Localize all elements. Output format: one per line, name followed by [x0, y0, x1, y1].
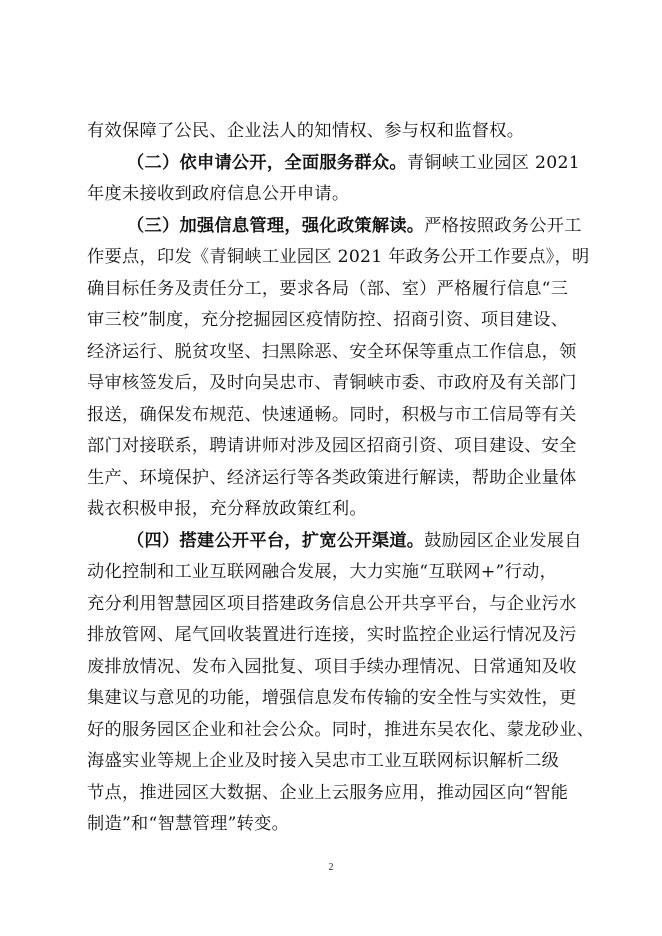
- paragraph-line: 导审核签发后，及时向吴忠市、青铜峡市委、市政府及有关部门: [87, 373, 577, 393]
- document-body: [87, 116, 595, 841]
- page-number: 2: [328, 862, 334, 873]
- paragraph-line: 年度未接收到政府信息公开申请。: [87, 184, 350, 204]
- paragraph-line: 集建议与意见的功能，增强信息发布传输的安全性与实效性，更: [87, 688, 577, 708]
- paragraph-line: 报送，确保发布规范、快速通畅。同时，积极与市工信局等有关: [87, 404, 577, 425]
- section-2-first-line-text: 青铜峡工业园区 2021: [406, 152, 580, 173]
- paragraph-line: 海盛实业等规上企业及时接入吴忠市工业互联网标识解析二级: [87, 751, 560, 771]
- section-3-paragraph: [87, 211, 590, 526]
- paragraph-intro: [87, 116, 585, 148]
- paragraph-line: 审三校”制度，充分挖掘园区疫情防控、招商引资、项目建设、: [87, 310, 569, 330]
- paragraph-line: 好的服务园区企业和社会公众。同时，推进东吴农化、蒙龙砂业、: [87, 719, 595, 740]
- paragraph-line: 节点，推进园区大数据、企业上云服务应用，推动园区向“智能: [87, 782, 569, 803]
- paragraph-line: 充分利用智慧园区项目搭建政务信息公开共享平台，与企业污水: [87, 593, 577, 614]
- section-4-paragraph: [87, 526, 595, 841]
- section-3-first-line-text: 严格按照政务公开工: [424, 215, 582, 236]
- paragraph-line: 确目标任务及责任分工，要求各局（部、室）严格履行信息“三: [87, 278, 569, 299]
- paragraph-first-line: [87, 148, 585, 180]
- paragraph-line: 经济运行、脱贫攻坚、扫黑除恶、安全环保等重点工作信息，领: [87, 341, 577, 362]
- paragraph-line: 废排放情况、发布入园批复、项目手续办理情况、日常通知及收: [87, 656, 577, 677]
- section-3-heading: （三）加强信息管理，强化政策解读。: [127, 215, 425, 236]
- paragraph-line: 裁衣积极申报，充分释放政策红利。: [87, 499, 367, 519]
- paragraph-line: 排放管网、尾气回收装置进行连接，实时监控企业运行情况及污: [87, 625, 577, 645]
- paragraph-first-line: [87, 526, 585, 558]
- paragraph-line: 动化控制和工业互联网融合发展，大力实施“互联网+”行动，: [87, 562, 558, 582]
- section-4-first-line-text: 鼓励园区企业发展自: [424, 530, 582, 551]
- paragraph-line: 作要点，印发《青铜峡工业园区 2021 年政务公开工作要点》，明: [87, 247, 590, 267]
- paragraph-line: 部门对接联系，聘请讲师对涉及园区招商引资、项目建设、安全: [87, 436, 577, 456]
- paragraph-first-line: [87, 211, 585, 243]
- paragraph-line: 生产、环境保护、经济运行等各类政策进行解读，帮助企业量体: [87, 467, 577, 488]
- paragraph-line: 制造”和“智慧管理”转变。: [87, 814, 290, 834]
- section-2-paragraph: [87, 148, 585, 211]
- section-2-heading: （二）依申请公开，全面服务群众。: [127, 152, 407, 173]
- section-4-heading: （四）搭建公开平台，扩宽公开渠道。: [127, 530, 425, 551]
- paragraph-line: 有效保障了公民、企业法人的知情权、参与权和监督权。: [87, 121, 525, 141]
